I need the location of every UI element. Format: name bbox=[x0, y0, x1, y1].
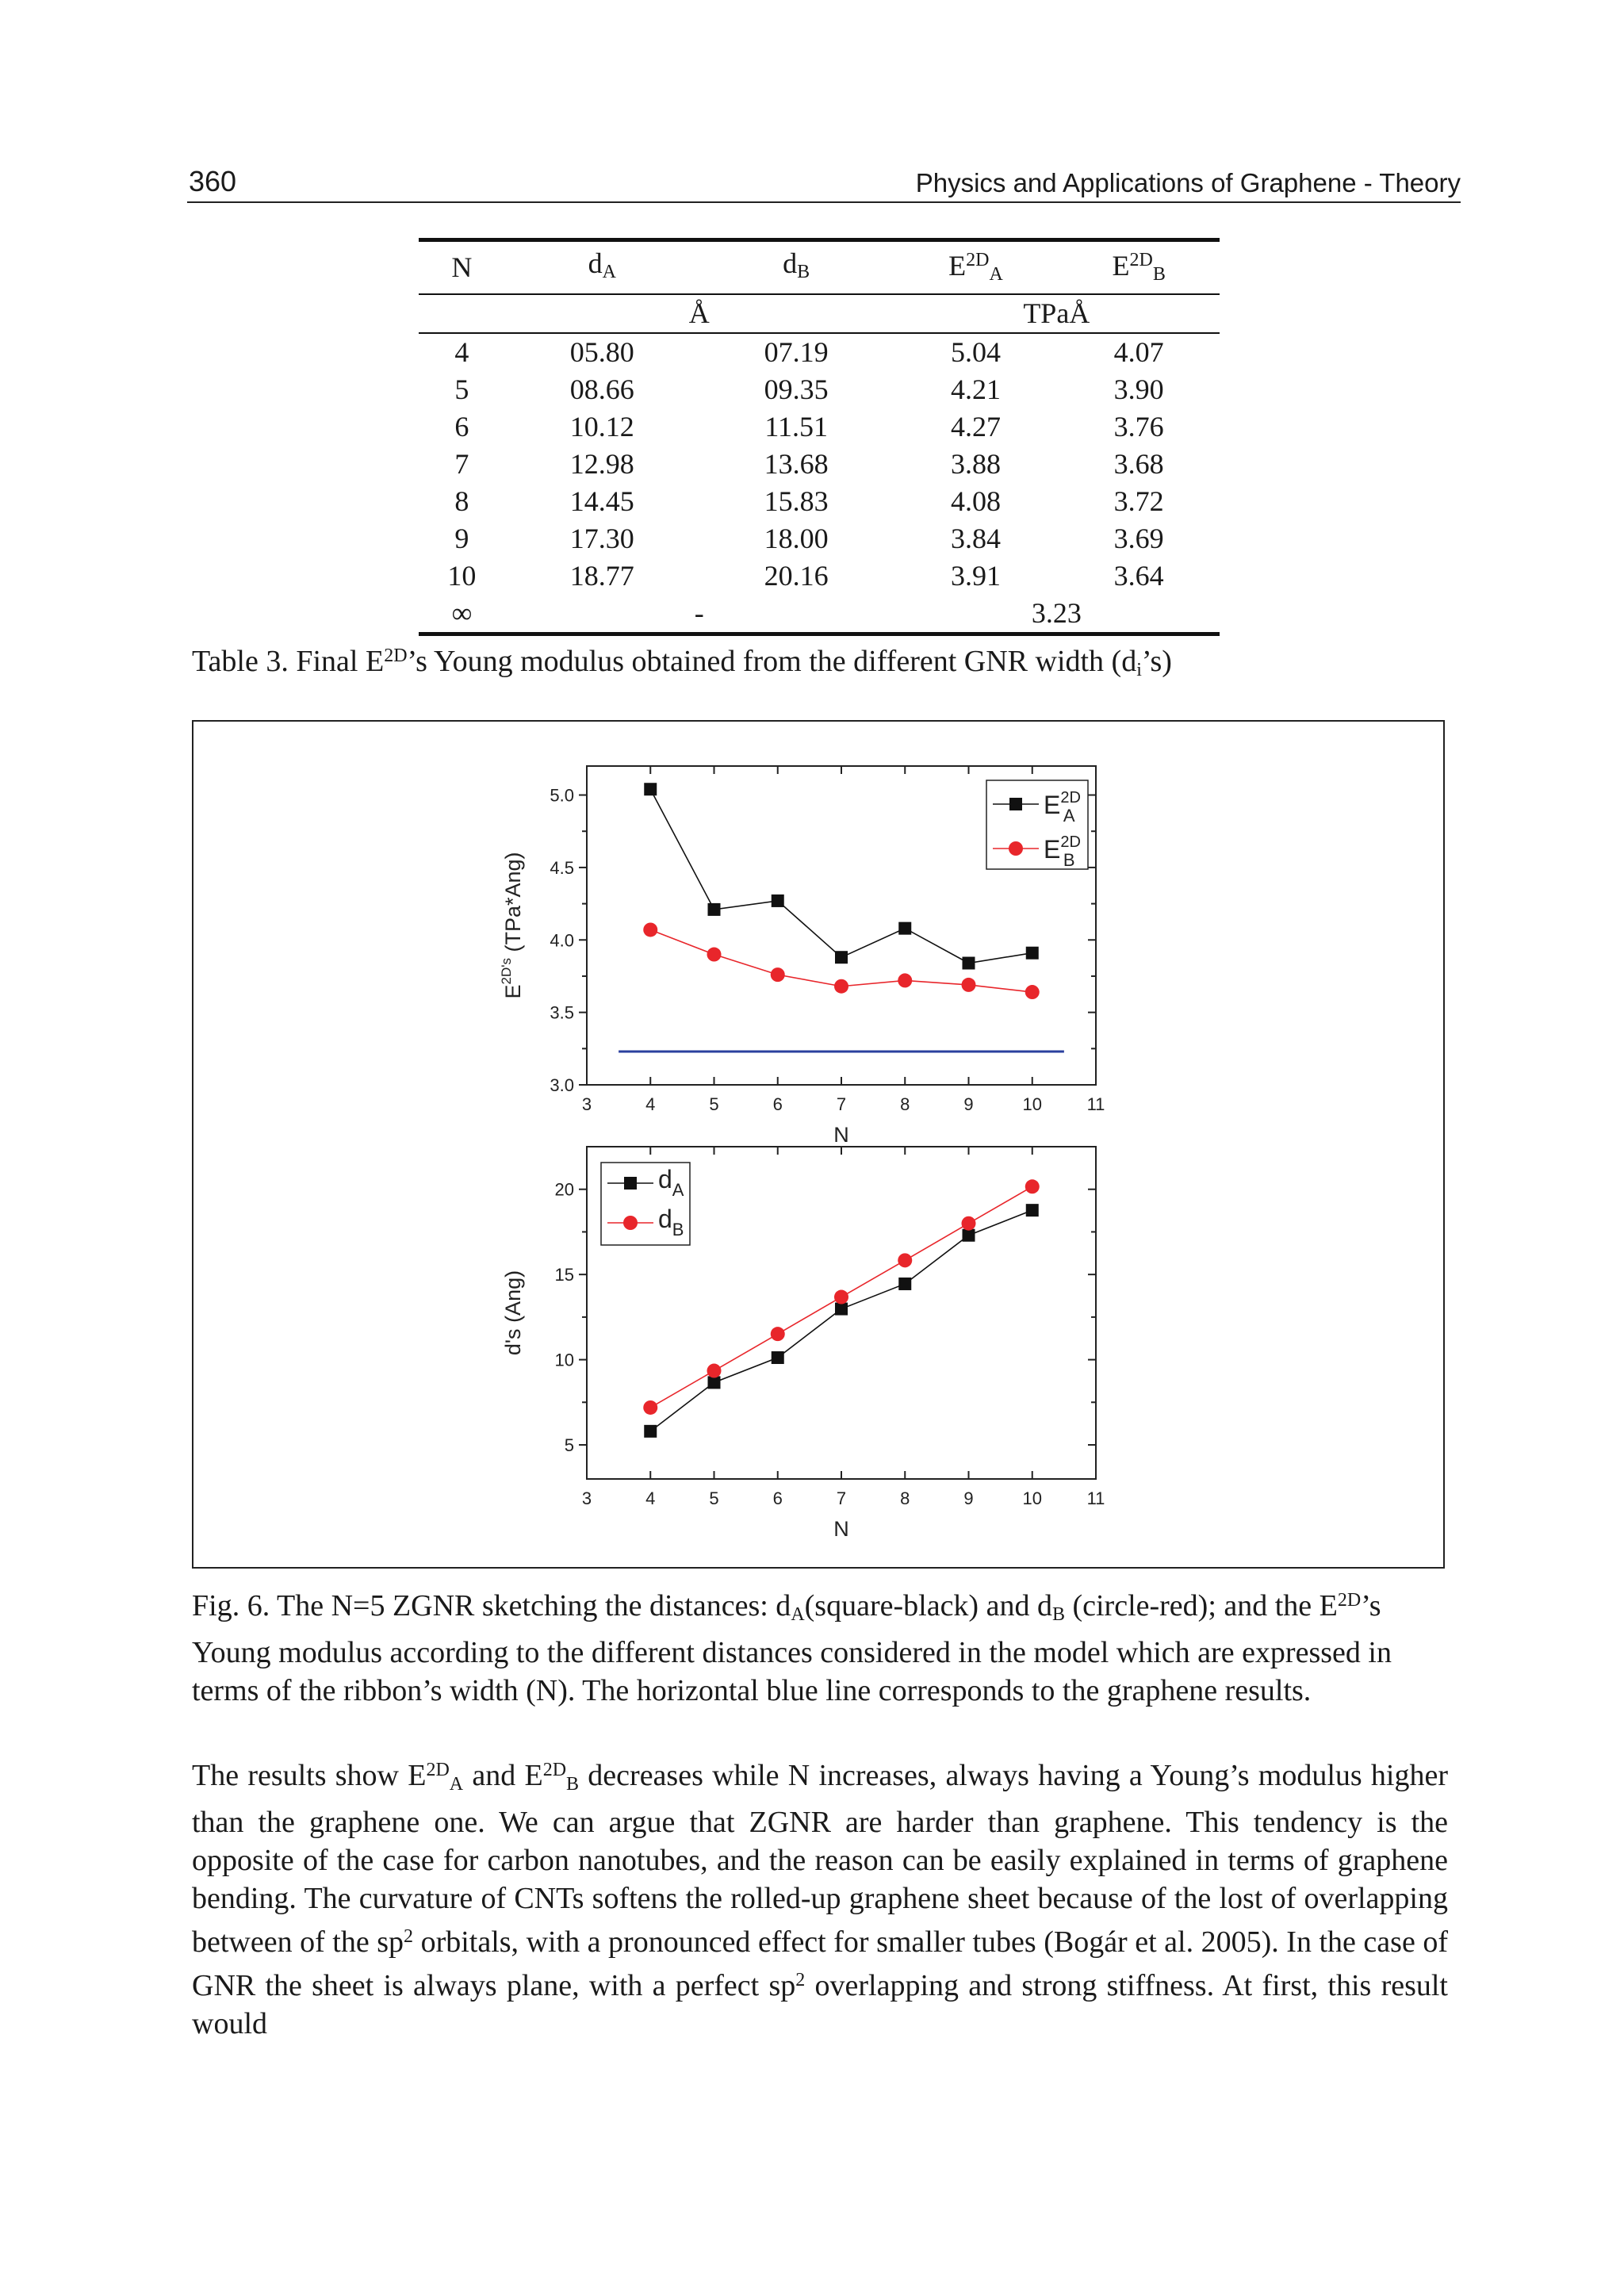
table-cell: 3.68 bbox=[1113, 448, 1164, 480]
upper-data-point bbox=[898, 922, 911, 935]
upper-legend-marker bbox=[1009, 841, 1023, 856]
lower-legend-marker bbox=[624, 1177, 637, 1190]
lower-x-tick-label: 11 bbox=[1086, 1488, 1105, 1508]
table-cell: 8 bbox=[454, 485, 469, 517]
table-cell: 4.27 bbox=[950, 411, 1001, 442]
lower-data-point bbox=[772, 1351, 784, 1364]
table-cell: 18.00 bbox=[764, 523, 829, 554]
lower-data-point bbox=[643, 1400, 657, 1415]
lower-legend-label: $d_B$ bbox=[658, 1205, 684, 1239]
table-cell: ∞ bbox=[451, 597, 473, 629]
upper-y-tick-label: 4.5 bbox=[550, 857, 574, 878]
upper-data-point bbox=[643, 922, 657, 937]
col-header-e2da: $E^{2D}_A$ bbox=[948, 250, 1003, 285]
table-row bbox=[419, 333, 1220, 371]
lower-data-point bbox=[898, 1253, 912, 1267]
upper-data-point bbox=[1026, 947, 1039, 960]
header-rule bbox=[187, 201, 1461, 203]
table-caption: Table 3. Final $E^{2D}’s$ Young modulus obtained from the different GNR width $(d_i’s)$ bbox=[192, 645, 1172, 680]
upper-legend-label: $E^{2D}$ B bbox=[1044, 833, 1081, 870]
table-cell: 13.68 bbox=[764, 448, 829, 480]
table-cell: 3.23 bbox=[1031, 597, 1082, 629]
table-cell: 07.19 bbox=[764, 336, 829, 368]
lower-data-point bbox=[834, 1290, 848, 1304]
table-cell: 11.51 bbox=[764, 411, 829, 442]
table-cell: 3.90 bbox=[1113, 374, 1164, 405]
figure-box bbox=[192, 720, 1445, 1569]
table-cell: 05.80 bbox=[569, 336, 634, 368]
running-title: Physics and Applications of Graphene - Theory bbox=[915, 168, 1461, 197]
lower-y-tick-label: 5 bbox=[564, 1435, 574, 1456]
table-cell: 6 bbox=[454, 411, 469, 442]
table-cell: 9 bbox=[454, 523, 469, 554]
upper-data-point bbox=[644, 783, 657, 795]
lower-data-point bbox=[1025, 1179, 1040, 1193]
upper-x-tick-label: 9 bbox=[963, 1094, 974, 1114]
table-cell: 09.35 bbox=[764, 374, 829, 405]
col-header-e2db: $E^{2D}_B$ bbox=[1112, 250, 1166, 285]
table-cell: 4.07 bbox=[1113, 336, 1164, 368]
table-cell: 14.45 bbox=[569, 485, 634, 517]
lower-data-point bbox=[963, 1229, 975, 1242]
lower-data-point bbox=[644, 1425, 657, 1438]
lower-legend-label: $d_A$ bbox=[658, 1165, 684, 1200]
table-cell: 4.21 bbox=[950, 374, 1001, 405]
table-cell: 18.77 bbox=[569, 560, 634, 592]
lower-x-tick-label: 9 bbox=[963, 1488, 974, 1508]
upper-y-tick-label: 3.0 bbox=[550, 1075, 574, 1095]
table-row bbox=[419, 371, 1220, 408]
table-cell: 15.83 bbox=[764, 485, 829, 517]
table-row bbox=[419, 520, 1220, 557]
table-row bbox=[419, 557, 1220, 595]
upper-x-axis-title: N bbox=[833, 1123, 849, 1147]
table-cell: 08.66 bbox=[569, 374, 634, 405]
upper-x-tick-label: 3 bbox=[581, 1094, 592, 1114]
lower-data-point bbox=[1026, 1204, 1039, 1216]
lower-x-tick-label: 7 bbox=[836, 1488, 847, 1508]
upper-data-point bbox=[963, 957, 975, 970]
lower-x-axis-title: N bbox=[833, 1517, 849, 1541]
lower-x-tick-label: 6 bbox=[772, 1488, 783, 1508]
table-cell: 3.69 bbox=[1113, 523, 1164, 554]
upper-data-point bbox=[771, 967, 785, 982]
table-cell: 3.64 bbox=[1113, 560, 1164, 592]
upper-x-tick-label: 7 bbox=[836, 1094, 847, 1114]
lower-x-tick-label: 10 bbox=[1022, 1488, 1042, 1508]
table-cell: 4.08 bbox=[950, 485, 1001, 517]
table-cell: 4 bbox=[454, 336, 469, 368]
lower-x-tick-label: 5 bbox=[709, 1488, 719, 1508]
upper-data-point bbox=[898, 973, 912, 987]
upper-x-tick-label: 4 bbox=[645, 1094, 656, 1114]
table-cell: 3.84 bbox=[950, 523, 1001, 554]
upper-data-point bbox=[962, 978, 976, 992]
table-cell: 3.72 bbox=[1113, 485, 1164, 517]
upper-y-tick-label: 4.0 bbox=[550, 930, 574, 951]
lower-x-tick-label: 3 bbox=[581, 1488, 592, 1508]
lower-data-point bbox=[708, 1376, 721, 1389]
lower-data-point bbox=[835, 1303, 848, 1316]
table-body bbox=[419, 333, 1220, 595]
lower-legend-marker bbox=[623, 1216, 638, 1230]
lower-x-tick-label: 4 bbox=[645, 1488, 656, 1508]
page-number: 360 bbox=[189, 165, 237, 197]
lower-series-line-0 bbox=[650, 1210, 1032, 1431]
lower-data-point bbox=[707, 1364, 722, 1378]
col-header-n: N bbox=[451, 251, 473, 283]
lower-data-point bbox=[771, 1327, 785, 1341]
table-cell: 12.98 bbox=[569, 448, 634, 480]
table-cell: 10.12 bbox=[569, 411, 634, 442]
lower-data-point bbox=[898, 1278, 911, 1290]
upper-y-axis-title: $E^{2D's}$ (TPa*Ang) bbox=[499, 852, 525, 999]
upper-legend-label: $E^{2D}$ A bbox=[1044, 789, 1081, 826]
col-header-db: $d_B$ bbox=[783, 247, 810, 282]
upper-x-tick-label: 6 bbox=[772, 1094, 783, 1114]
upper-y-tick-label: 3.5 bbox=[550, 1002, 574, 1023]
table-cell: - bbox=[694, 597, 704, 629]
unit-distance: Å bbox=[505, 294, 894, 333]
table-row bbox=[419, 408, 1220, 446]
table-row bbox=[419, 446, 1220, 483]
results-table bbox=[419, 238, 1220, 636]
unit-modulus: TPaÅ bbox=[894, 294, 1220, 333]
lower-y-tick-label: 15 bbox=[554, 1265, 574, 1285]
upper-x-tick-label: 11 bbox=[1086, 1094, 1105, 1114]
lower-y-tick-label: 20 bbox=[554, 1179, 574, 1200]
table-cell: 3.91 bbox=[950, 560, 1001, 592]
unit-spacer bbox=[419, 294, 505, 333]
table-cell: 3.76 bbox=[1113, 411, 1164, 442]
table-cell: 20.16 bbox=[764, 560, 829, 592]
body-paragraph: The results show $E^{2D}_A$ and $E^{2D}_B$ decreases while N increases, always having a Young’s modulus higher than the graphene one. We can argue that ZGNR are harder than graphene. This tendency is the opposite of the case for carbon nanotubes, and the reason can be easily explained in terms of graphene bending. The curvature of CNTs softens the rolled-up graphene sheet because of the lost of overlapping between of the $sp^2$ orbitals, with a pronounced effect for smaller tubes (Bogár et al. 2005). In the case of GNR the sheet is always plane, with a perfect $sp^2$ overlapping and strong stiffness. At first, this result would bbox=[192, 1759, 1449, 2040]
upper-x-tick-label: 5 bbox=[709, 1094, 719, 1114]
table-cell: 10 bbox=[447, 560, 477, 592]
table-cell: 5 bbox=[454, 374, 469, 405]
upper-data-point bbox=[835, 951, 848, 964]
table-row bbox=[419, 483, 1220, 520]
upper-data-point bbox=[1025, 985, 1040, 999]
upper-x-tick-label: 8 bbox=[900, 1094, 910, 1114]
upper-x-tick-label: 10 bbox=[1022, 1094, 1042, 1114]
lower-x-tick-label: 8 bbox=[900, 1488, 910, 1508]
table-cell: 7 bbox=[454, 448, 469, 480]
figure-charts bbox=[193, 722, 1443, 1567]
upper-series-line-0 bbox=[650, 789, 1032, 963]
figure-caption: Fig. 6. The N=5 ZGNR sketching the distances: $d_A(square-black)$ and $d_B$ (circle-red); and the $E^{2D}’s$ Young modulus according to the different distances considered in the model which are expressed in terms of the ribbon’s width (N). The horizontal blue line corresponds to the graphene results. bbox=[192, 1589, 1392, 1707]
upper-data-point bbox=[707, 948, 722, 962]
upper-data-point bbox=[772, 895, 784, 907]
table-cell: 5.04 bbox=[950, 336, 1001, 368]
upper-legend-marker bbox=[1009, 798, 1022, 810]
upper-data-point bbox=[834, 979, 848, 994]
lower-y-axis-title: d's (Ang) bbox=[501, 1270, 525, 1356]
upper-y-tick-label: 5.0 bbox=[550, 785, 574, 806]
upper-data-point bbox=[708, 903, 721, 916]
col-header-da: $d_A$ bbox=[588, 247, 616, 282]
lower-data-point bbox=[962, 1216, 976, 1231]
lower-y-tick-label: 10 bbox=[554, 1350, 574, 1370]
table-cell: 3.88 bbox=[950, 448, 1001, 480]
table-cell: 17.30 bbox=[569, 523, 634, 554]
